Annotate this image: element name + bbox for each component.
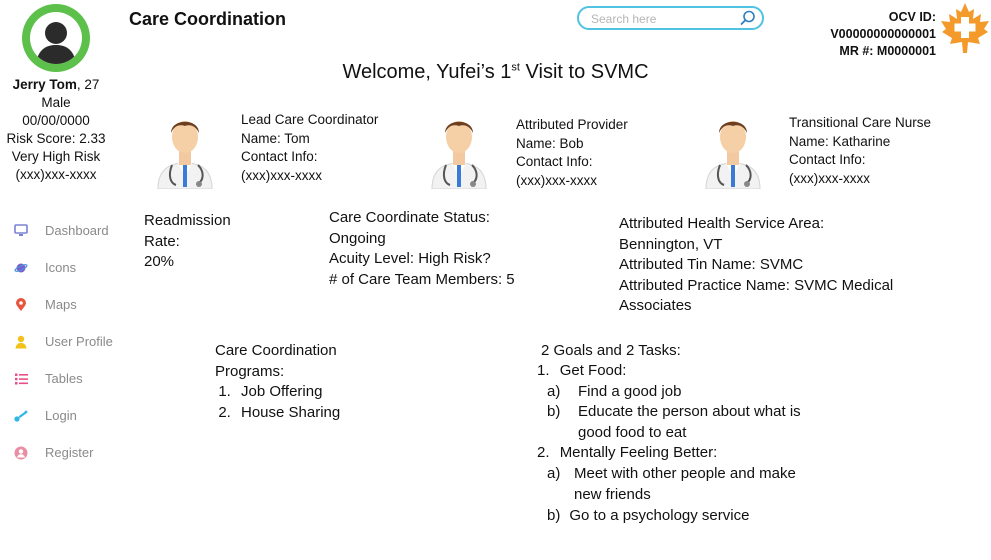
team-contact-label: Contact Info: [789, 152, 866, 167]
goal-number: 2. [537, 444, 550, 461]
task-text: Go to a psychology service [569, 507, 750, 524]
status-value: Ongoing [329, 229, 386, 247]
task-text-cont: new friends [574, 485, 651, 503]
care-programs [215, 341, 340, 423]
patient-name: Jerry Tom [12, 77, 77, 92]
task-mark: a) [547, 465, 561, 482]
patient-risk-level: Very High Risk [11, 149, 101, 164]
goals-title: 2 Goals and 2 Tasks: [541, 342, 681, 359]
sidebar-item-label: Icons [45, 260, 77, 275]
sidebar-item-label: Login [45, 408, 77, 423]
team-name: Name: Katharine [789, 133, 891, 149]
team-contact-label: Contact Info: [516, 154, 593, 169]
page-title: Care Coordination [129, 9, 287, 29]
search-icon[interactable] [740, 10, 756, 31]
goal-1 [537, 361, 626, 382]
team-contact: (xxx)xxx-xxxx [516, 172, 597, 188]
team-role: Transitional Care Nurse [789, 115, 932, 130]
team-card-lead-coordinator [241, 111, 378, 185]
welcome-ordinal: st [511, 61, 520, 74]
sidebar-item-label: Tables [45, 371, 83, 386]
patient-info [0, 76, 112, 184]
list-icon [14, 372, 28, 386]
task-mark: a) [547, 383, 561, 400]
monitor-icon [14, 224, 28, 238]
team-contact: (xxx)xxx-xxxx [241, 167, 322, 183]
programs-list [215, 382, 340, 423]
mr-number: MR #: M0000001 [839, 44, 936, 58]
readmission-label-rate: Rate: [144, 232, 180, 250]
team-card-transitional-nurse [789, 114, 931, 188]
task-2a-text [574, 464, 796, 505]
sidebar-item-dashboard[interactable] [14, 212, 134, 249]
doctor-icon [152, 105, 218, 189]
planet-icon [14, 261, 28, 275]
sidebar-item-login[interactable] [14, 397, 134, 434]
team-contact-label: Contact Info: [241, 149, 318, 164]
sidebar-item-label: User Profile [45, 334, 113, 349]
goal-label: Get Food: [559, 362, 627, 379]
area-location: Bennington, VT [619, 235, 723, 253]
welcome-heading [0, 61, 991, 84]
doctor-icon [426, 105, 492, 189]
program-item: 1. Job Offering [235, 382, 340, 403]
task-text: Find a good job [578, 383, 682, 400]
team-role: Lead Care Coordinator [241, 112, 379, 127]
search-input[interactable] [589, 9, 743, 29]
sidebar-item-label: Dashboard [45, 223, 109, 238]
task-1b [547, 402, 560, 423]
patient-phone: (xxx)xxx-xxxx [15, 167, 97, 182]
goal-label: Mentally Feeling Better: [559, 444, 718, 461]
record-ids [782, 9, 936, 60]
patient-risk-score: Risk Score: 2.33 [6, 131, 106, 146]
team-name: Name: Bob [516, 135, 584, 151]
patient-dob: 00/00/0000 [22, 113, 90, 128]
area-practice-name-cont: Associates [619, 297, 692, 314]
task-mark: b) [547, 403, 561, 420]
goal-number: 1. [537, 362, 550, 379]
area-tin-name: Attributed Tin Name: SVMC [619, 256, 804, 273]
map-pin-icon [14, 298, 28, 312]
program-item: 2. House Sharing [235, 403, 340, 424]
user-circle-icon [14, 446, 28, 460]
team-card-attributed-provider [516, 116, 628, 190]
task-text: Educate the person about what is [578, 403, 801, 420]
task-text: Meet with other people and make [574, 465, 796, 482]
sidebar-item-tables[interactable] [14, 360, 134, 397]
acuity-level: Acuity Level: High Risk? [329, 250, 491, 267]
task-2a [547, 464, 560, 485]
user-icon [14, 335, 28, 349]
area-practice-name: Attributed Practice Name: SVMC Medical [619, 276, 894, 294]
readmission-rate [144, 211, 231, 273]
sidebar-item-label: Register [45, 445, 94, 460]
team-name: Name: Tom [241, 130, 310, 146]
welcome-prefix: Welcome, Yufei’s 1 [342, 61, 512, 83]
task-1b-text [578, 402, 801, 443]
team-role: Attributed Provider [516, 117, 628, 132]
care-status [329, 208, 515, 290]
readmission-label: Readmission [144, 212, 231, 229]
sidebar-item-label: Maps [45, 297, 77, 312]
search-box [577, 6, 764, 30]
welcome-suffix: Visit to SVMC [519, 61, 649, 83]
sidebar-item-maps[interactable] [14, 286, 134, 323]
attributed-service-area [619, 214, 893, 317]
team-contact: (xxx)xxx-xxxx [789, 170, 870, 186]
task-text-cont: good food to eat [578, 423, 687, 441]
task-mark: b) [547, 507, 561, 524]
sidebar-item-user-profile[interactable] [14, 323, 134, 360]
sidebar-nav [14, 212, 134, 471]
maple-leaf-cross-logo [940, 2, 990, 54]
team-member-count: # of Care Team Members: 5 [329, 270, 515, 288]
programs-title-cont: Programs: [215, 362, 285, 380]
task-2b [547, 506, 749, 527]
key-icon [14, 409, 28, 423]
goal-2 [537, 443, 717, 464]
ocv-id: OCV ID: V00000000000001 [830, 10, 936, 41]
status-heading: Care Coordinate Status: [329, 209, 490, 226]
patient-age: , 27 [76, 77, 100, 92]
task-1a [547, 382, 682, 403]
patient-sex: Male [41, 95, 71, 110]
doctor-icon [700, 105, 766, 189]
programs-title: Care Coordination [215, 342, 337, 359]
readmission-value: 20% [144, 253, 175, 270]
person-silhouette-icon [30, 12, 82, 64]
sidebar-item-icons[interactable] [14, 249, 134, 286]
sidebar-item-register[interactable] [14, 434, 134, 471]
area-heading: Attributed Health Service Area: [619, 215, 825, 232]
